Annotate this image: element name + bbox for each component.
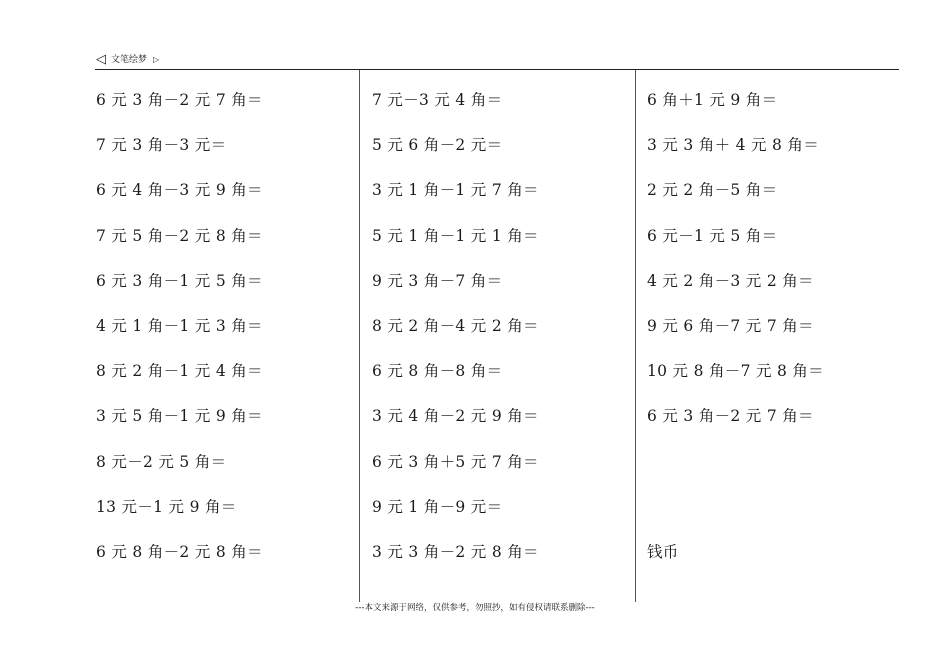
problem-item: [647, 495, 824, 540]
problem-item: 3 元 1 角－1 元 7 角＝: [372, 181, 539, 200]
problem-item: 9 元 3 角－7 角＝: [372, 271, 503, 290]
problem-item: 3 元 4 角－2 元 9 角＝: [372, 407, 539, 426]
problem-item: 6 元－1 元 5 角＝: [647, 226, 778, 245]
problem-item: 3 元 3 角＋ 4 元 8 角＝: [647, 136, 820, 155]
problem-column-2: [372, 88, 539, 585]
problem-item: 5 元 6 角－2 元＝: [372, 136, 503, 155]
problem-item: 6 元 3 角－1 元 5 角＝: [96, 271, 263, 290]
problem-column-1: [96, 88, 263, 585]
problem-item: 10 元 8 角－7 元 8 角＝: [647, 362, 824, 381]
triangle-left-icon: ◁: [96, 52, 106, 67]
problem-item: 6 元 3 角＋5 元 7 角＝: [372, 452, 539, 471]
column-divider-1: [359, 70, 360, 602]
problem-item: 6 元 8 角－8 角＝: [372, 362, 503, 381]
page-footer: ---本文来源于网络，仅供参考，勿照抄，如有侵权请联系删除---: [355, 603, 595, 613]
header-title: 文笔绘梦: [111, 55, 148, 65]
problem-item: 4 元 2 角－3 元 2 角＝: [647, 271, 814, 290]
problem-item: 6 角＋1 元 9 角＝: [647, 91, 778, 109]
problem-item: 8 元－2 元 5 角＝: [96, 452, 227, 471]
problem-item: 9 元 6 角－7 元 7 角＝: [647, 316, 814, 335]
problem-item: 6 元 3 角－2 元 7 角＝: [647, 407, 814, 426]
problem-item: 8 元 2 角－4 元 2 角＝: [372, 316, 539, 335]
page-header: [96, 52, 159, 68]
problem-item: 7 元 3 角－3 元＝: [96, 136, 227, 155]
problem-item: 2 元 2 角－5 角＝: [647, 181, 778, 200]
problem-item: 8 元 2 角－1 元 4 角＝: [96, 362, 263, 381]
triangle-right-icon: ▷: [153, 55, 160, 64]
problem-item: [647, 450, 824, 495]
section-label: 钱币: [647, 542, 679, 561]
problem-item: 6 元 4 角－3 元 9 角＝: [96, 181, 263, 200]
problem-item: 5 元 1 角－1 元 1 角＝: [372, 226, 539, 245]
problem-item: 3 元 5 角－1 元 9 角＝: [96, 407, 263, 426]
problem-column-3: [647, 88, 824, 585]
column-divider-2: [635, 70, 636, 602]
problem-item: 7 元 5 角－2 元 8 角＝: [96, 226, 263, 245]
problem-item: 7 元－3 元 4 角＝: [372, 91, 503, 109]
problem-item: 13 元－1 元 9 角＝: [96, 497, 237, 516]
problem-item: 3 元 3 角－2 元 8 角＝: [372, 542, 539, 561]
problem-item: 6 元 3 角－2 元 7 角＝: [96, 91, 263, 109]
problem-item: 4 元 1 角－1 元 3 角＝: [96, 316, 263, 335]
problem-item: 6 元 8 角－2 元 8 角＝: [96, 542, 263, 561]
header-divider: [95, 69, 899, 70]
problem-item: 9 元 1 角－9 元＝: [372, 497, 503, 516]
